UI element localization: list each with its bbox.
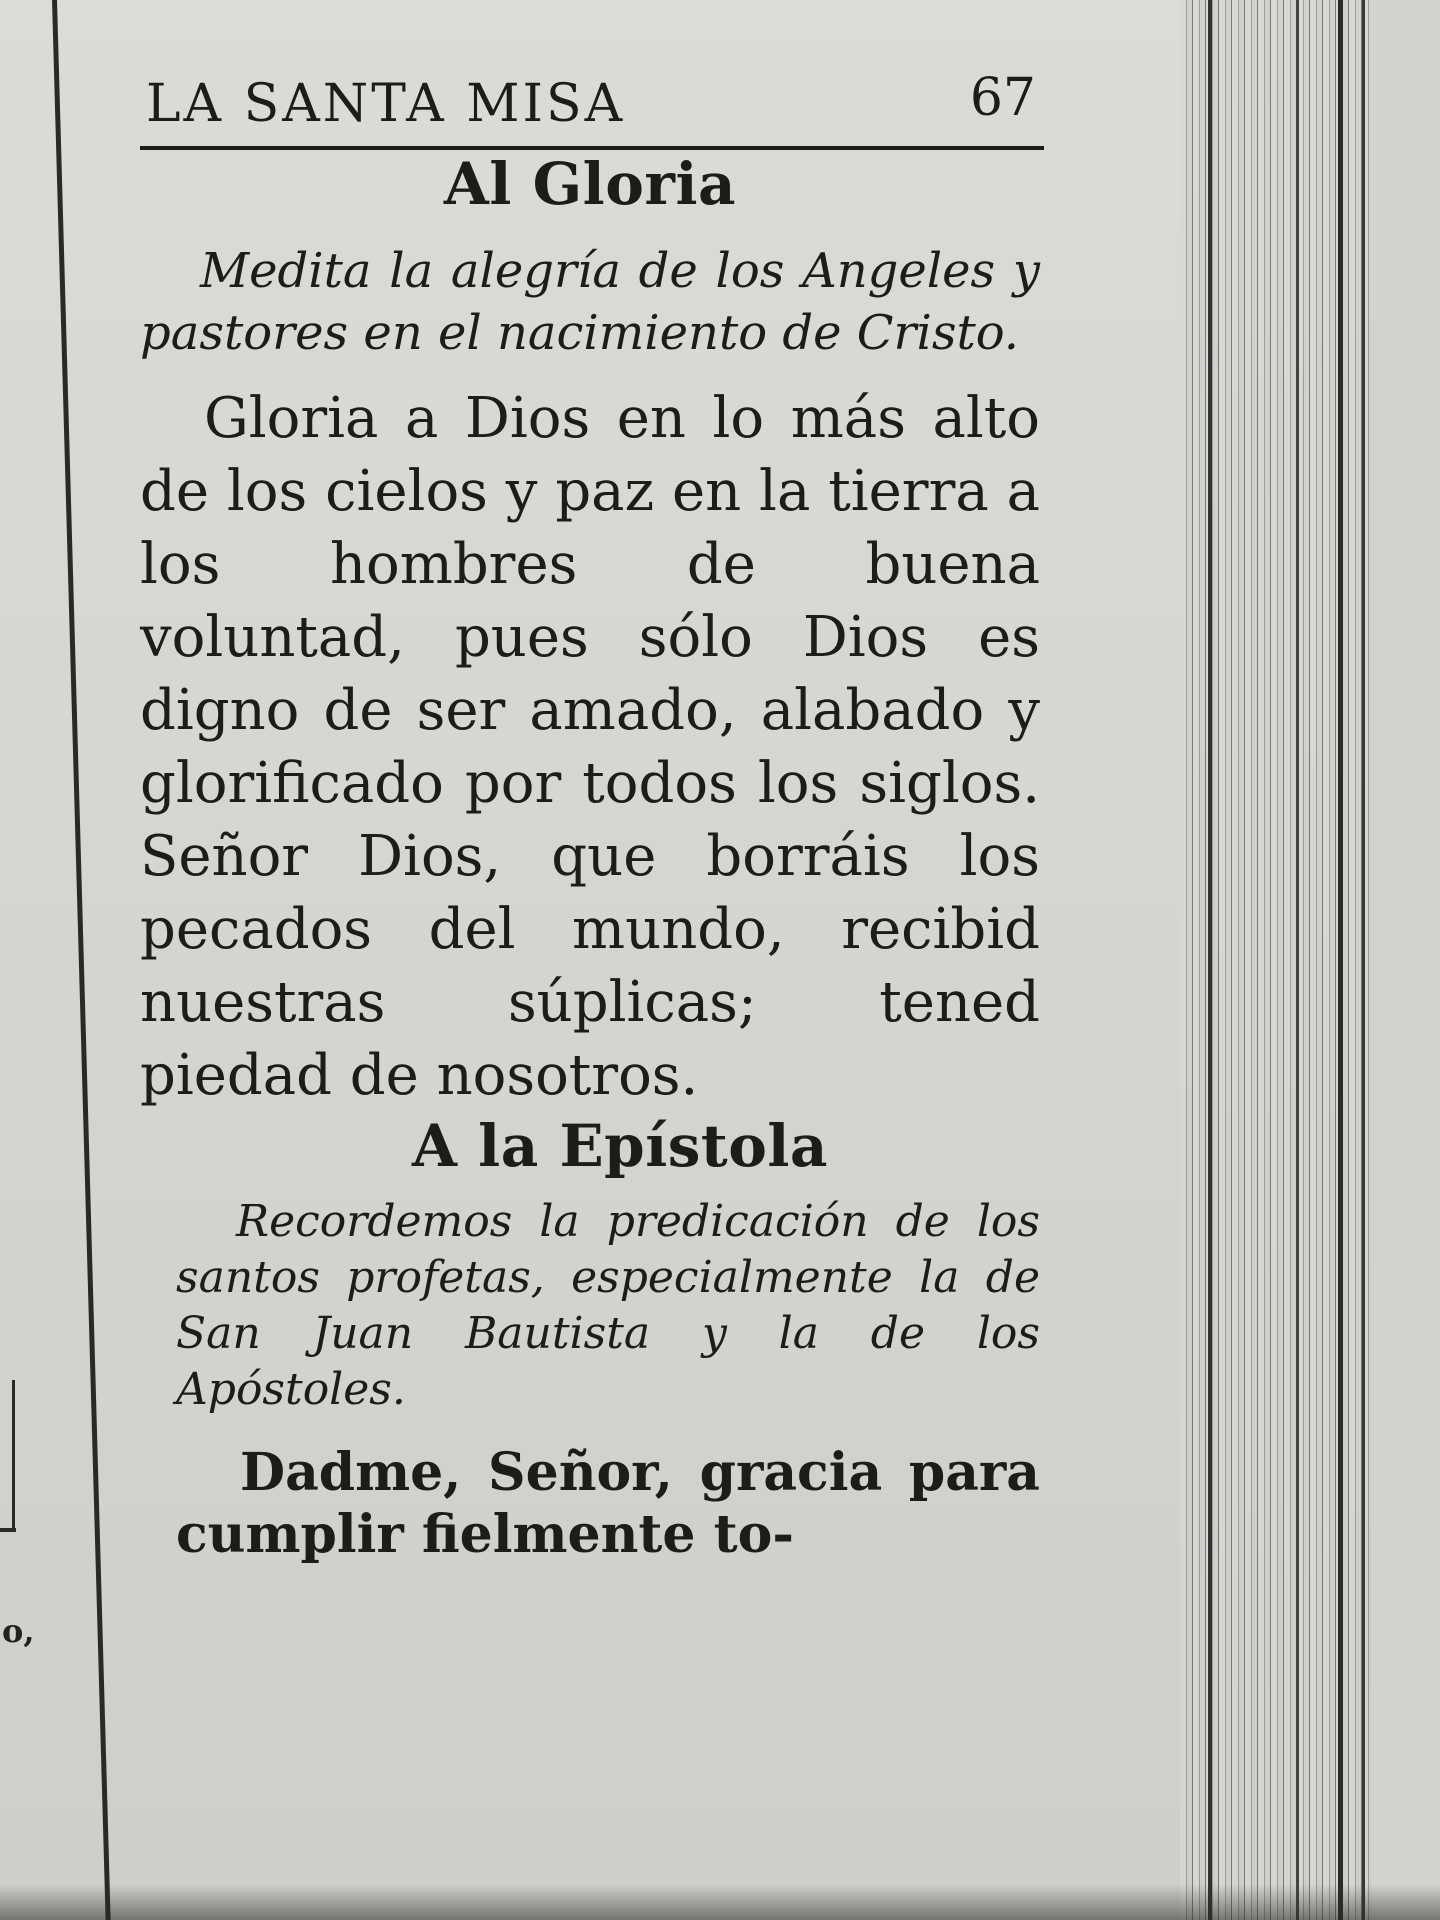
rubric-epistola: Recordemos la predicación de los santos profetas, especialmente la de San Juan Bautista y la de los Apóstoles. <box>176 1196 1040 1415</box>
page-edge-line <box>1208 0 1212 1920</box>
section-heading-epistola: A la Epístola <box>411 1112 829 1180</box>
running-title: LA SANTA MISA <box>146 74 626 134</box>
page-edge-line <box>1296 0 1299 1920</box>
page-edge-line <box>1338 0 1343 1920</box>
left-page-box-edge <box>12 1380 15 1532</box>
background-surface <box>1372 0 1440 1920</box>
page-number: 67 <box>969 68 1036 128</box>
running-head <box>140 58 1044 150</box>
rubric-gloria: Medita la alegría de los Angeles y pastores en el nacimiento de Cristo. <box>140 243 1040 361</box>
section-heading-gloria: Al Gloria <box>443 150 737 218</box>
text-column <box>140 58 1040 1566</box>
prayer-epistola: Dadme, Señor, gracia para cumplir fielmente to- <box>176 1442 1040 1565</box>
page-edge-line <box>1362 0 1365 1920</box>
bottom-shadow <box>0 1884 1440 1920</box>
prayer-gloria: Gloria a Dios en lo más alto de los cielos y paz en la tierra a los hombres de buena voluntad, pues sólo Dios es digno de ser amado, alabado y glorificado por todos los siglos. Señor Dios, que borráis los pecados del mundo, recibid nuestras súplicas; tened piedad de nosotros. <box>140 386 1040 1108</box>
left-page-box-corner <box>0 1528 16 1532</box>
left-page-text-fragment: o, <box>2 1612 35 1650</box>
